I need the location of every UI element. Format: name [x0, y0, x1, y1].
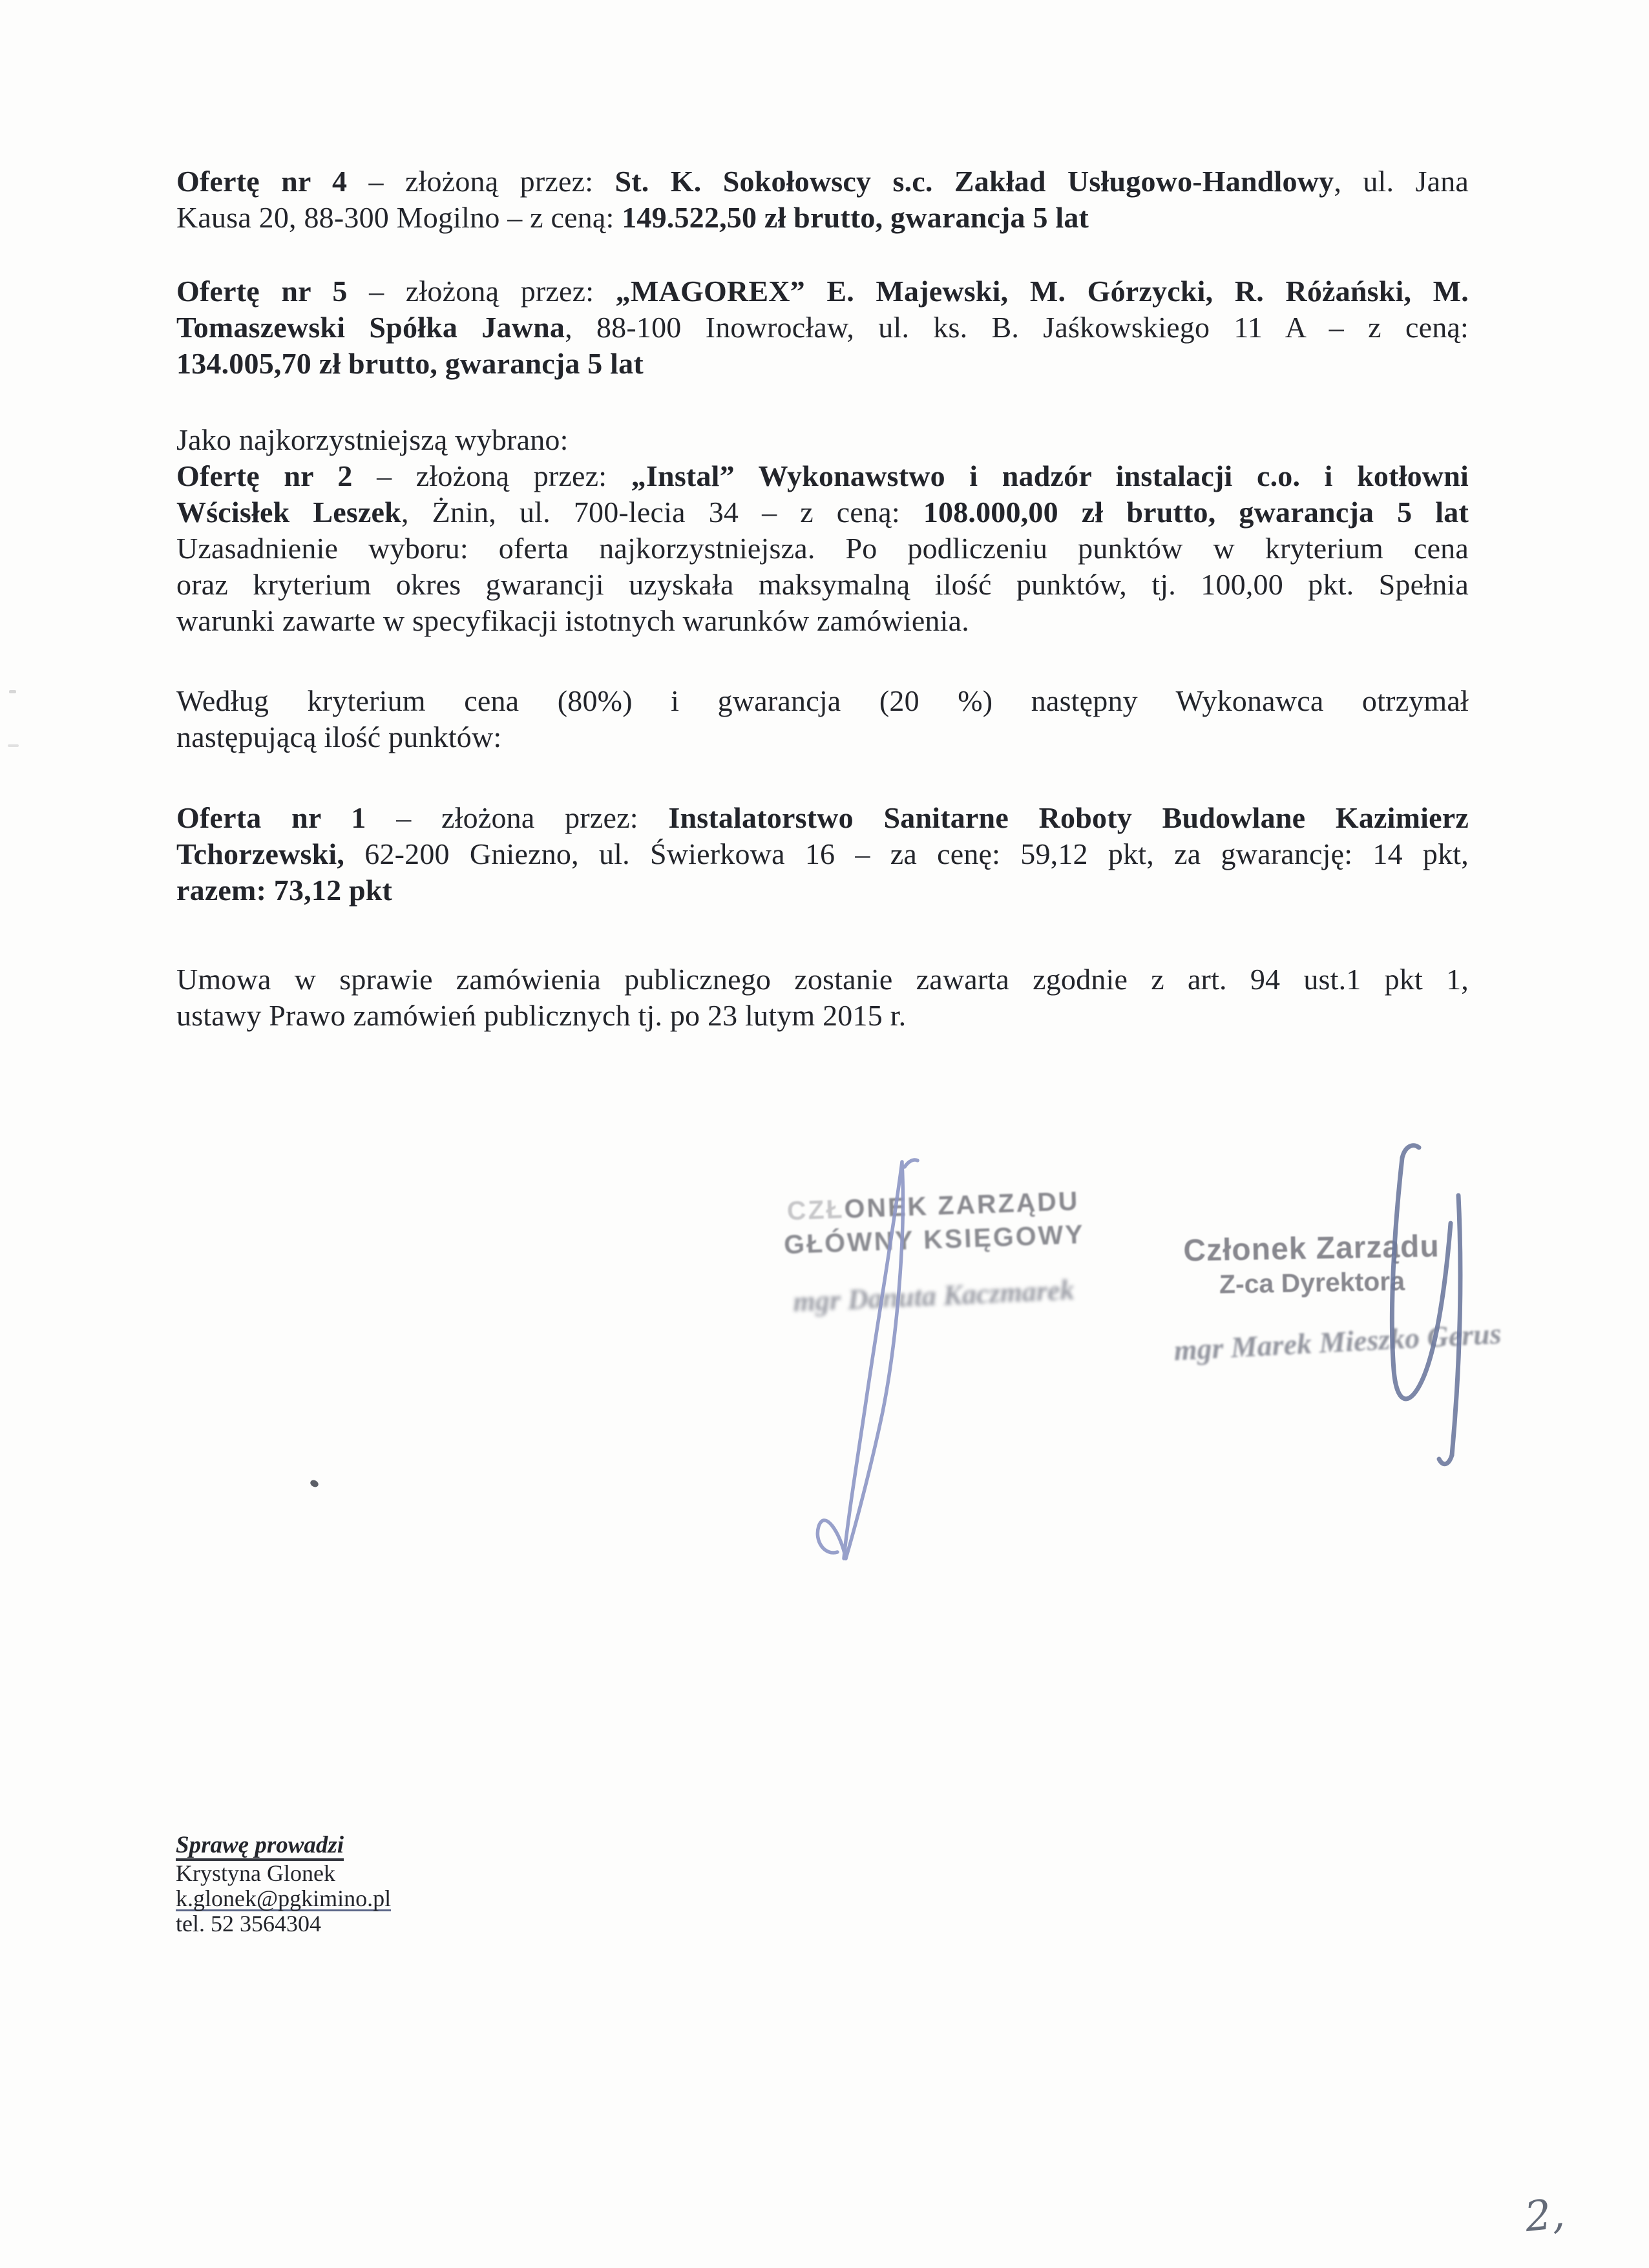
- text-segment-bold: „Instal” Wykonawstwo i nadzór instalacji c.o. i kotłowni: [631, 459, 1469, 492]
- text-line: [176, 800, 1469, 836]
- text-segment-bold: 108.000,00 zł brutto, gwarancja 5 lat: [923, 496, 1469, 529]
- text-segment-bold: Oferta nr 1: [176, 801, 397, 834]
- text-line: [176, 719, 1469, 755]
- text-segment: warunki zawarte w specyfikacji istotnych warunków zamówienia.: [176, 604, 969, 637]
- text-segment-bold: razem: 73,12 pkt: [176, 874, 393, 907]
- text-segment-bold: Ofertę nr 4: [176, 165, 369, 198]
- stamp-right-signer-name: mgr Marek Mieszko Gerus: [1173, 1316, 1502, 1367]
- signature-right: [1392, 1146, 1460, 1464]
- page-number: 2,: [1522, 2190, 1567, 2242]
- stamp-left-line2: GŁÓWNY KSIĘGOWY: [783, 1219, 1086, 1260]
- case-handler-block: [176, 1832, 391, 1937]
- text-segment-bold: Tchorzewski,: [176, 837, 345, 870]
- text-segment: oraz kryterium okres gwarancji uzyskała maksymalną ilość punktów, tj. 100,00 pkt. Spełnia: [176, 568, 1469, 601]
- text-segment: – złożoną przez:: [377, 459, 631, 492]
- text-line: [176, 422, 1469, 458]
- case-handler-heading: Sprawę prowadzi: [176, 1832, 344, 1861]
- text-segment-bold: Tomaszewski Spółka Jawna: [176, 311, 565, 344]
- stamp-left-line1-faded: CZŁ: [786, 1193, 845, 1226]
- text-line: [176, 961, 1469, 998]
- text-segment: 62-200 Gniezno, ul. Świerkowa 16 – za cenę: 59,12 pkt, za gwarancję: 14 pkt,: [344, 837, 1469, 870]
- paragraph-offer-1-points: [176, 800, 1469, 908]
- text-segment: – złożoną przez:: [368, 165, 615, 198]
- ink-dot-artifact: [309, 1479, 319, 1489]
- text-line: [176, 310, 1469, 346]
- scan-speck-artifact: [8, 744, 19, 747]
- text-segment: ustawy Prawo zamówień publicznych tj. po 23 lutym 2015 r.: [176, 999, 907, 1032]
- text-line: [176, 273, 1469, 310]
- text-line: [176, 494, 1469, 530]
- stamp-left: [777, 1184, 1089, 1262]
- text-line: [176, 683, 1469, 719]
- text-segment: następującą ilość punktów:: [176, 720, 502, 753]
- paragraph-criteria: [176, 683, 1469, 755]
- text-segment: Uzasadnienie wyboru: oferta najkorzystniejsza. Po podliczeniu punktów w kryterium cena: [176, 532, 1469, 565]
- text-line: [176, 872, 1469, 908]
- text-segment-bold: „MAGOREX” E. Majewski, M. Górzycki, R. Różański, M.: [615, 275, 1469, 308]
- paragraph-offer-5: [176, 273, 1469, 382]
- text-line: [176, 458, 1469, 494]
- paragraph-offer-4: [176, 163, 1469, 236]
- stamp-right-line2: Z-ca Dyrektora: [1219, 1266, 1405, 1299]
- paragraph-contract-date: [176, 961, 1469, 1034]
- text-line: [176, 603, 1469, 639]
- text-segment: Jako najkorzystniejszą wybrano:: [176, 423, 569, 456]
- text-segment-bold: St. K. Sokołowscy s.c. Zakład Usługowo-Handlowy: [614, 165, 1334, 198]
- text-segment-bold: Wścisłek Leszek: [176, 496, 401, 529]
- text-segment: – złożoną przez:: [369, 275, 616, 308]
- text-line: [176, 998, 1469, 1034]
- text-segment-bold: Ofertę nr 5: [176, 275, 370, 308]
- text-segment: Kausa 20, 88-300 Mogilno – z ceną:: [176, 201, 622, 234]
- text-segment: , 88-100 Inowrocław, ul. ks. B. Jaśkowskiego 11 A – z ceną:: [565, 311, 1469, 344]
- text-line: [176, 836, 1469, 872]
- stamp-left-signer-name: mgr Danuta Kaczmarek: [792, 1274, 1075, 1318]
- text-segment: Umowa w sprawie zamówienia publicznego zostanie zawarta zgodnie z art. 94 ust.1 pkt 1,: [176, 963, 1469, 996]
- text-segment-bold: Instalatorstwo Sanitarne Roboty Budowlane Kazimierz: [668, 801, 1469, 834]
- text-line: [176, 530, 1469, 567]
- text-line: [176, 346, 1469, 382]
- paragraph-winner-offer-2: [176, 422, 1469, 639]
- text-segment: – złożona przez:: [396, 801, 669, 834]
- text-line: [176, 163, 1469, 200]
- stamp-left-line1-rest: ONEK ZARZĄDU: [843, 1186, 1080, 1224]
- case-handler-phone: tel. 52 3564304: [176, 1911, 321, 1937]
- stamp-right-line1: Członek Zarządu: [1182, 1229, 1440, 1268]
- text-segment: , ul. Jana: [1334, 165, 1469, 198]
- text-segment-bold: Ofertę nr 2: [176, 459, 377, 492]
- stamp-right: [1169, 1228, 1455, 1301]
- text-segment-bold: 134.005,70 zł brutto, gwarancja 5 lat: [176, 347, 644, 380]
- case-handler-name: Krystyna Glonek: [176, 1860, 335, 1886]
- text-segment-bold: 149.522,50 zł brutto, gwarancja 5 lat: [622, 201, 1089, 234]
- scan-speck-artifact: [9, 690, 16, 693]
- case-handler-email: k.glonek@pgkimino.pl: [176, 1885, 392, 1911]
- text-line: [176, 200, 1469, 236]
- text-segment: , Żnin, ul. 700-lecia 34 – z ceną:: [401, 496, 923, 529]
- text-line: [176, 567, 1469, 603]
- text-segment: Według kryterium cena (80%) i gwarancja (20 %) następny Wykonawca otrzymał: [176, 684, 1469, 717]
